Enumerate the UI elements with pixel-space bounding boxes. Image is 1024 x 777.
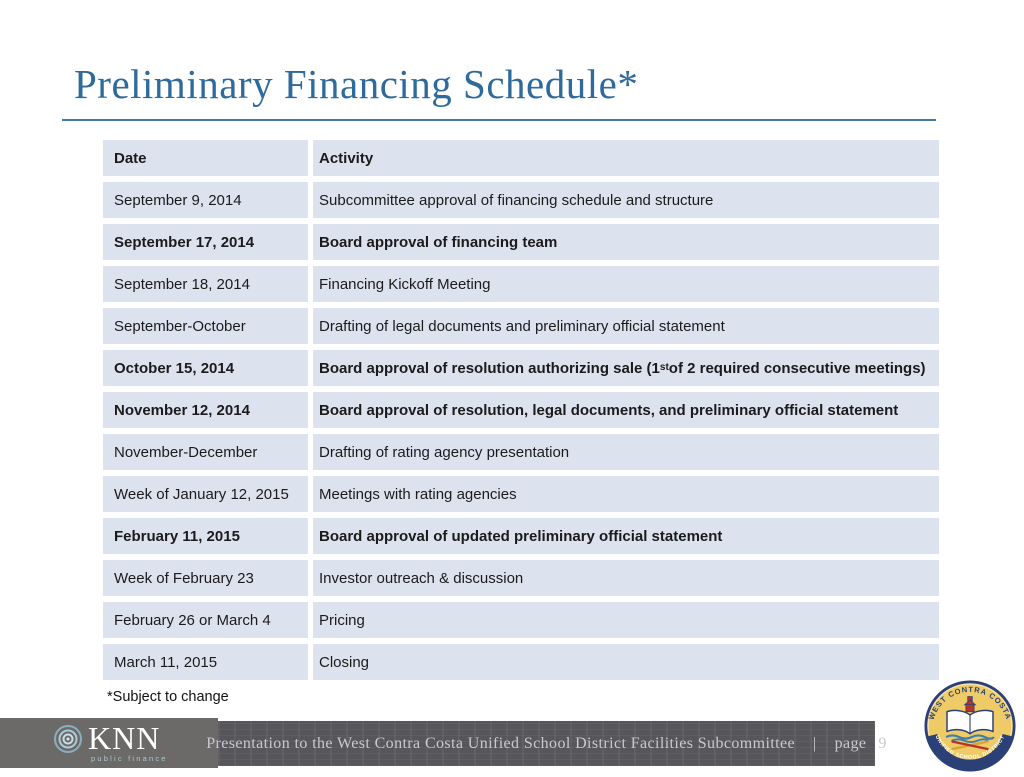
activity-cell: Subcommittee approval of financing schedule and structure: [313, 182, 939, 218]
knn-name: KNN: [88, 720, 161, 756]
title-divider: [62, 119, 936, 121]
footer-page-number: 9: [878, 734, 887, 752]
footer-bar: [206, 721, 887, 766]
footer-page-label: page: [834, 734, 867, 752]
footer-separator: |: [812, 734, 817, 752]
date-cell: Week of February 23: [103, 560, 308, 596]
activity-cell: Board approval of resolution, legal documents, and preliminary official statement: [313, 392, 939, 428]
activity-cell: Investor outreach & discussion: [313, 560, 939, 596]
date-cell: November-December: [103, 434, 308, 470]
date-cell: September 17, 2014: [103, 224, 308, 260]
table-row: [103, 434, 939, 470]
date-cell: February 11, 2015: [103, 518, 308, 554]
date-cell: September 18, 2014: [103, 266, 308, 302]
activity-cell: Board approval of updated preliminary official statement: [313, 518, 939, 554]
activity-cell: Board approval of resolution authorizing sale (1 st of 2 required consecutive meetings): [313, 350, 939, 386]
knn-rings-icon: [52, 723, 84, 760]
schedule-table-body: [103, 182, 939, 680]
table-row: [103, 392, 939, 428]
date-cell: September 9, 2014: [103, 182, 308, 218]
seal-bottom-text: UNIFIED SCHOOL DISTRICT: [933, 734, 1007, 762]
activity-cell: Drafting of legal documents and preliminary official statement: [313, 308, 939, 344]
footnote: *Subject to change: [107, 689, 229, 705]
activity-cell: Closing: [313, 644, 939, 680]
table-row: [103, 308, 939, 344]
date-cell: September-October: [103, 308, 308, 344]
column-header-date: Date: [103, 140, 308, 176]
date-cell: November 12, 2014: [103, 392, 308, 428]
table-row: [103, 476, 939, 512]
table-row: [103, 644, 939, 680]
footer-text: [206, 735, 887, 753]
seal-top-text: WEST CONTRA COSTA: [926, 684, 1014, 721]
activity-cell: Financing Kickoff Meeting: [313, 266, 939, 302]
date-cell: October 15, 2014: [103, 350, 308, 386]
table-row: [103, 518, 939, 554]
knn-wordmark: [88, 720, 168, 763]
column-header-activity: Activity: [313, 140, 939, 176]
table-header-row: [103, 140, 939, 176]
page-title: Preliminary Financing Schedule*: [74, 61, 639, 107]
table-row: [103, 560, 939, 596]
schedule-table: [103, 140, 939, 686]
table-row: [103, 602, 939, 638]
knn-logo: [52, 720, 168, 763]
activity-cell: Board approval of financing team: [313, 224, 939, 260]
activity-cell: Drafting of rating agency presentation: [313, 434, 939, 470]
date-cell: Week of January 12, 2015: [103, 476, 308, 512]
district-seal-logo: [924, 680, 1016, 772]
footer-caption: Presentation to the West Contra Costa Unified School District Facilities Subcommittee: [206, 734, 795, 752]
table-row: [103, 224, 939, 260]
table-row: [103, 266, 939, 302]
activity-cell: Meetings with rating agencies: [313, 476, 939, 512]
table-row: [103, 182, 939, 218]
date-cell: March 11, 2015: [103, 644, 308, 680]
date-cell: February 26 or March 4: [103, 602, 308, 638]
table-row: [103, 350, 939, 386]
activity-cell: Pricing: [313, 602, 939, 638]
knn-tagline: public finance: [91, 754, 168, 763]
